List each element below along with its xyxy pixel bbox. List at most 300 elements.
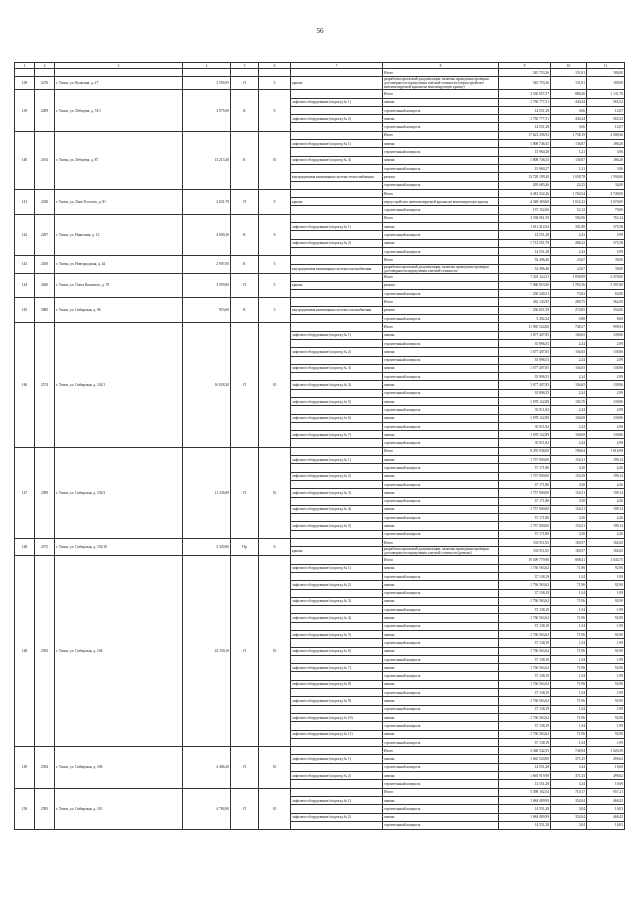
area-cell: 953,60 bbox=[183, 298, 231, 323]
cost-cell: 333 911,65 bbox=[499, 547, 551, 556]
unit-cost-cell: 1,54 bbox=[551, 722, 587, 730]
cost-cell: 15 960,28 bbox=[499, 148, 551, 156]
unit-cost-cell: 52,12 bbox=[551, 206, 587, 214]
work-kind-cell: замена bbox=[383, 331, 499, 339]
capital-repair-table bbox=[14, 62, 625, 830]
work-kind-cell: строительный контроль bbox=[383, 123, 499, 131]
table-row bbox=[15, 131, 625, 139]
cost-cell: 4 348 369,60 bbox=[499, 198, 551, 206]
column-number: 10 bbox=[551, 63, 587, 69]
work-kind-cell: Итого bbox=[383, 256, 499, 264]
unit-cost-cell: 71,96 bbox=[551, 581, 587, 589]
cost-cell: 1 677 407,85 bbox=[499, 331, 551, 339]
work-type-cell: лифтовое оборудование (подъезд № 11) bbox=[291, 730, 383, 738]
unit-cost-cell: 1,54 bbox=[551, 606, 587, 614]
work-kind-cell: замена bbox=[383, 564, 499, 572]
work-type-cell: лифтовое оборудование (подъезд № 2) bbox=[291, 472, 383, 480]
floors-cell: 5 bbox=[259, 77, 291, 90]
floors-cell bbox=[259, 69, 291, 77]
limit-cost-cell: 139,86 bbox=[587, 397, 625, 405]
limit-cost-cell: 180,00 bbox=[587, 69, 625, 77]
cost-cell: 37 138,19 bbox=[499, 622, 551, 630]
work-type-cell bbox=[291, 256, 383, 264]
limit-cost-cell: 362,00 bbox=[587, 298, 625, 306]
unit-cost-cell: 1,54 bbox=[551, 655, 587, 663]
work-kind-cell: строительный контроль bbox=[383, 231, 499, 239]
unit-cost-cell: 71,96 bbox=[551, 697, 587, 705]
limit-cost-cell: 375,58 bbox=[587, 223, 625, 231]
wall-material-cell: П bbox=[231, 273, 259, 298]
work-type-cell: лифтовое оборудование (подъезд № 1) bbox=[291, 223, 383, 231]
limit-cost-cell: 139,86 bbox=[587, 364, 625, 372]
table-row bbox=[15, 556, 625, 564]
work-type-cell bbox=[291, 206, 383, 214]
limit-cost-cell: 199,14 bbox=[587, 472, 625, 480]
limit-cost-cell: 1,99 bbox=[587, 705, 625, 713]
limit-cost-cell: 180,00 bbox=[587, 77, 625, 90]
cost-cell: 14 551,28 bbox=[499, 247, 551, 255]
unit-cost-cell: 1 738,19 bbox=[551, 131, 587, 139]
cost-cell: 262 143,95 bbox=[499, 298, 551, 306]
cost-cell: 15 960,27 bbox=[499, 164, 551, 172]
cost-cell: 1 677 407,85 bbox=[499, 348, 551, 356]
work-kind-cell: замена bbox=[383, 431, 499, 439]
work-type-cell: крыша bbox=[291, 281, 383, 289]
work-kind-cell: Итого bbox=[383, 90, 499, 98]
cost-cell: 1 736 563,62 bbox=[499, 730, 551, 738]
cost-cell: 1 808 746,55 bbox=[499, 140, 551, 148]
wall-material-cell: П bbox=[231, 77, 259, 90]
cost-cell: 37 138,19 bbox=[499, 655, 551, 663]
work-kind-cell: Итого bbox=[383, 788, 499, 796]
work-kind-cell: замена bbox=[383, 472, 499, 480]
unit-cost-cell: 71,96 bbox=[551, 614, 587, 622]
limit-cost-cell: 1 016,99 bbox=[587, 447, 625, 455]
unit-cost-cell: 3,04 bbox=[551, 821, 587, 829]
work-type-cell bbox=[291, 622, 383, 630]
cost-cell: 1 736 563,62 bbox=[499, 614, 551, 622]
wall-material-cell: К bbox=[231, 256, 259, 273]
unit-cost-cell: 1 652,22 bbox=[551, 198, 587, 206]
work-type-cell: лифтовое оборудование (подъезд № 2) bbox=[291, 581, 383, 589]
unit-cost-cell: 73,63 bbox=[551, 290, 587, 298]
address-cell: г. Томск, ул. Лебедева, д. 87 bbox=[55, 131, 183, 189]
work-type-cell: лифтовое оборудование (подъезд № 3) bbox=[291, 597, 383, 605]
unit-cost-cell: 808,41 bbox=[551, 556, 587, 564]
table-row bbox=[15, 256, 625, 264]
limit-cost-cell: 10,69 bbox=[587, 763, 625, 771]
work-type-cell: внутридомовая инженерная система газоснабжения bbox=[291, 264, 383, 273]
cost-cell: 545 753,36 bbox=[499, 77, 551, 90]
unit-cost-cell: 151,81 bbox=[551, 69, 587, 77]
table-row bbox=[15, 90, 625, 98]
floors-cell: 10 bbox=[259, 747, 291, 788]
unit-cost-cell: 71,96 bbox=[551, 713, 587, 721]
column-number: 8 bbox=[383, 63, 499, 69]
limit-cost-cell: 1,99 bbox=[587, 738, 625, 746]
work-type-cell bbox=[291, 514, 383, 522]
cost-cell: 1 750 777,51 bbox=[499, 98, 551, 106]
unit-cost-cell: 788,04 bbox=[551, 447, 587, 455]
work-kind-cell: замена bbox=[383, 730, 499, 738]
cost-cell: 14 551,28 bbox=[499, 123, 551, 131]
cost-cell: 5 492,24 bbox=[499, 315, 551, 323]
work-kind-cell: замена bbox=[383, 489, 499, 497]
cost-cell: 14 551,28 bbox=[499, 821, 551, 829]
area-cell: 3 320,90 bbox=[183, 539, 231, 556]
area-cell: 24 150,10 bbox=[183, 556, 231, 747]
wall-material-cell: П bbox=[231, 189, 259, 214]
work-type-cell bbox=[291, 373, 383, 381]
work-kind-cell: Итого bbox=[383, 214, 499, 222]
work-kind-cell: замена bbox=[383, 98, 499, 106]
unit-cost-cell: 1,54 bbox=[551, 672, 587, 680]
table-row bbox=[15, 323, 625, 331]
column-number: 2 bbox=[35, 63, 55, 69]
work-kind-cell: ремонт bbox=[383, 173, 499, 181]
table-row bbox=[15, 447, 625, 455]
cost-cell: 1 677 407,85 bbox=[499, 364, 551, 372]
unit-cost-cell: 154,51 bbox=[551, 522, 587, 530]
address-cell: г. Томск, ул. Никитина, д. 12 bbox=[55, 214, 183, 255]
work-kind-cell: разработка проектной документации, включая проведение проверки достоверности определения сметной стоимости (ремонт) bbox=[383, 547, 499, 556]
limit-cost-cell: 3,96 bbox=[587, 148, 625, 156]
unit-cost-cell: 3,24 bbox=[551, 763, 587, 771]
limit-cost-cell: 1,99 bbox=[587, 606, 625, 614]
limit-cost-cell: 139,86 bbox=[587, 331, 625, 339]
unit-cost-cell: 71,96 bbox=[551, 564, 587, 572]
row-number-cell: 139 bbox=[15, 90, 35, 131]
work-type-cell: лифтовое оборудование (подъезд № 4) bbox=[291, 156, 383, 164]
row-number-cell: 138 bbox=[15, 77, 35, 90]
limit-cost-cell: 468,45 bbox=[587, 796, 625, 804]
limit-cost-cell: 3 470,00 bbox=[587, 273, 625, 281]
work-kind-cell: строительный контроль bbox=[383, 639, 499, 647]
page-number: 56 bbox=[316, 27, 324, 35]
work-kind-cell: Итого bbox=[383, 556, 499, 564]
limit-cost-cell: 10,03 bbox=[587, 805, 625, 813]
cost-cell: 92 496,40 bbox=[499, 256, 551, 264]
house-id-cell: 2595 bbox=[35, 788, 55, 829]
limit-cost-cell: 199,14 bbox=[587, 522, 625, 530]
work-type-cell: крыша bbox=[291, 77, 383, 90]
wall-material-cell: К bbox=[231, 214, 259, 255]
work-type-cell bbox=[291, 447, 383, 455]
cost-cell: 3 530 657,57 bbox=[499, 90, 551, 98]
limit-cost-cell: 2,99 bbox=[587, 339, 625, 347]
cost-cell: 3 398 102,54 bbox=[499, 788, 551, 796]
limit-cost-cell: 4,26 bbox=[587, 530, 625, 538]
cost-cell: 14 551,28 bbox=[499, 763, 551, 771]
cost-cell: 1 757 000,00 bbox=[499, 522, 551, 530]
work-kind-cell: строительный контроль bbox=[383, 589, 499, 597]
work-kind-cell: Итого bbox=[383, 273, 499, 281]
limit-cost-cell: 63,00 bbox=[587, 290, 625, 298]
work-type-cell: лифтовое оборудование (подъезд № 5) bbox=[291, 397, 383, 405]
work-type-cell bbox=[291, 189, 383, 197]
work-kind-cell: Итого bbox=[383, 323, 499, 331]
work-type-cell: лифтовое оборудование (подъезд № 7) bbox=[291, 664, 383, 672]
limit-cost-cell: 1,99 bbox=[587, 672, 625, 680]
limit-cost-cell: 2,99 bbox=[587, 356, 625, 364]
work-type-cell: лифтовое оборудование (подъезд № 4) bbox=[291, 505, 383, 513]
work-type-cell bbox=[291, 247, 383, 255]
work-kind-cell: замена bbox=[383, 614, 499, 622]
cost-cell: 1 665 520,00 bbox=[499, 755, 551, 763]
work-kind-cell: Итого bbox=[383, 747, 499, 755]
row-number-cell: 149 bbox=[15, 747, 35, 788]
area-cell: 13 215,40 bbox=[183, 131, 231, 189]
unit-cost-cell: 440,44 bbox=[551, 98, 587, 106]
cost-cell: 35 896,55 bbox=[499, 373, 551, 381]
cost-cell: 14 551,28 bbox=[499, 780, 551, 788]
cost-cell: 1 712 551,79 bbox=[499, 239, 551, 247]
limit-cost-cell: 2,99 bbox=[587, 373, 625, 381]
unit-cost-cell: 136,87 bbox=[551, 156, 587, 164]
wall-material-cell: К bbox=[231, 131, 259, 189]
work-kind-cell: замена bbox=[383, 522, 499, 530]
address-cell: г. Томск, ул. Лебедева, д. 74/1 bbox=[55, 90, 183, 131]
column-number: 7 bbox=[291, 63, 383, 69]
work-kind-cell: строительный контроль bbox=[383, 763, 499, 771]
limit-cost-cell: 499,62 bbox=[587, 772, 625, 780]
wall-material-cell: П bbox=[231, 556, 259, 747]
work-kind-cell: замена bbox=[383, 631, 499, 639]
work-type-cell: внутридомовая инженерная система газоснабжения bbox=[291, 306, 383, 314]
area-cell: 4 784,90 bbox=[183, 788, 231, 829]
cost-cell: 1 677 407,85 bbox=[499, 381, 551, 389]
limit-cost-cell: 375,58 bbox=[587, 239, 625, 247]
floors-cell: 5 bbox=[259, 273, 291, 298]
limit-cost-cell: 199,14 bbox=[587, 505, 625, 513]
work-type-cell bbox=[291, 290, 383, 298]
work-kind-cell: строительный контроль bbox=[383, 164, 499, 172]
work-kind-cell: строительный контроль bbox=[383, 514, 499, 522]
cost-cell: 11 995 524,60 bbox=[499, 323, 551, 331]
limit-cost-cell: 92,90 bbox=[587, 647, 625, 655]
unit-cost-cell: 2,24 bbox=[551, 422, 587, 430]
cost-cell: 13 728 199,20 bbox=[499, 173, 551, 181]
limit-cost-cell: 2,99 bbox=[587, 406, 625, 414]
house-id-cell: 2276 bbox=[35, 77, 55, 90]
work-kind-cell: строительный контроль bbox=[383, 356, 499, 364]
area-cell: 3 959,80 bbox=[183, 273, 231, 298]
cost-cell: 3 538 061,59 bbox=[499, 214, 551, 222]
unit-cost-cell: 2,24 bbox=[551, 373, 587, 381]
unit-cost-cell: 22,25 bbox=[551, 181, 587, 189]
work-type-cell bbox=[291, 148, 383, 156]
work-type-cell bbox=[291, 556, 383, 564]
table-row bbox=[15, 77, 625, 90]
unit-cost-cell: 748,37 bbox=[551, 323, 587, 331]
unit-cost-cell: 1 783,36 bbox=[551, 281, 587, 289]
cost-cell: 37 138,19 bbox=[499, 606, 551, 614]
house-id-cell: 2289 bbox=[35, 90, 55, 131]
unit-cost-cell: 136,87 bbox=[551, 140, 587, 148]
area-cell: 4 000,30 bbox=[183, 214, 231, 255]
work-type-cell bbox=[291, 788, 383, 796]
work-kind-cell: замена bbox=[383, 381, 499, 389]
limit-cost-cell: 92,90 bbox=[587, 631, 625, 639]
row-number-cell: 142 bbox=[15, 214, 35, 255]
floors-cell: 8 bbox=[259, 214, 291, 255]
work-kind-cell: замена bbox=[383, 597, 499, 605]
work-kind-cell: строительный контроль bbox=[383, 464, 499, 472]
work-type-cell: лифтовое оборудование (подъезд № 7) bbox=[291, 431, 383, 439]
work-kind-cell: замена bbox=[383, 680, 499, 688]
limit-cost-cell: 999,93 bbox=[587, 323, 625, 331]
cost-cell: 1 678 122,89 bbox=[499, 414, 551, 422]
unit-cost-cell: 3,30 bbox=[551, 514, 587, 522]
unit-cost-cell: 301,88 bbox=[551, 223, 587, 231]
column-number: 5 bbox=[231, 63, 259, 69]
unit-cost-cell: 154,31 bbox=[551, 456, 587, 464]
work-type-cell bbox=[291, 530, 383, 538]
limit-cost-cell: 565,52 bbox=[587, 98, 625, 106]
cost-cell: 1 757 000,00 bbox=[499, 456, 551, 464]
work-type-cell: лифтовое оборудование (подъезд № 5) bbox=[291, 631, 383, 639]
cost-cell: 35 911,82 bbox=[499, 439, 551, 447]
work-type-cell: лифтовое оборудование (подъезд № 1) bbox=[291, 564, 383, 572]
cost-cell: 1 678 122,89 bbox=[499, 397, 551, 405]
work-type-cell bbox=[291, 439, 383, 447]
limit-cost-cell: 5,99 bbox=[587, 231, 625, 239]
limit-cost-cell: 139,86 bbox=[587, 431, 625, 439]
work-kind-cell: замена bbox=[383, 772, 499, 780]
unit-cost-cell: 3,24 bbox=[551, 780, 587, 788]
work-kind-cell: строительный контроль bbox=[383, 738, 499, 746]
unit-cost-cell: 1,54 bbox=[551, 738, 587, 746]
work-kind-cell: строительный контроль bbox=[383, 148, 499, 156]
floors-cell: 10 bbox=[259, 788, 291, 829]
unit-cost-cell: 1,54 bbox=[551, 622, 587, 630]
cost-cell: 1 811 412,04 bbox=[499, 223, 551, 231]
house-id-cell: 3985 bbox=[35, 298, 55, 323]
work-kind-cell: ремонт bbox=[383, 281, 499, 289]
work-kind-cell: строительный контроль bbox=[383, 339, 499, 347]
work-type-cell bbox=[291, 655, 383, 663]
house-id-cell: 2574 bbox=[35, 323, 55, 447]
work-type-cell bbox=[291, 389, 383, 397]
table-row bbox=[15, 69, 625, 77]
work-kind-cell: строительный контроль bbox=[383, 439, 499, 447]
limit-cost-cell: 1,99 bbox=[587, 655, 625, 663]
house-id-cell: 2450 bbox=[35, 256, 55, 273]
work-kind-cell: замена bbox=[383, 796, 499, 804]
work-type-cell: лифтовое оборудование (подъезд № 6) bbox=[291, 647, 383, 655]
area-cell: 11 236,89 bbox=[183, 447, 231, 538]
table-row bbox=[15, 747, 625, 755]
cost-cell: 37 138,19 bbox=[499, 672, 551, 680]
unit-cost-cell: 1 704,54 bbox=[551, 189, 587, 197]
unit-cost-cell: 1,54 bbox=[551, 589, 587, 597]
work-kind-cell: замена bbox=[383, 456, 499, 464]
work-kind-cell: Итого bbox=[383, 131, 499, 139]
address-cell: г. Томск, ул. Сибирская, д. 108 bbox=[55, 747, 183, 788]
floors-cell: 10 bbox=[259, 556, 291, 747]
floors-cell: 10 bbox=[259, 323, 291, 447]
work-type-cell bbox=[291, 315, 383, 323]
address-cell: г. Томск, ул. Сибирская, д. 102/10 bbox=[55, 539, 183, 556]
wall-material-cell: Пр bbox=[231, 539, 259, 556]
limit-cost-cell: 92,90 bbox=[587, 713, 625, 721]
work-kind-cell: строительный контроль bbox=[383, 290, 499, 298]
work-type-cell bbox=[291, 123, 383, 131]
wall-material-cell: П bbox=[231, 447, 259, 538]
address-cell: г. Томск, ул. Сибирская, д. 104 bbox=[55, 556, 183, 747]
work-kind-cell: строительный контроль bbox=[383, 821, 499, 829]
wall-material-cell bbox=[231, 69, 259, 77]
cost-cell: 1 684 499,99 bbox=[499, 813, 551, 821]
cost-cell: 17 623 296,95 bbox=[499, 131, 551, 139]
cost-cell: 7 201 124,11 bbox=[499, 273, 551, 281]
unit-cost-cell: 1,21 bbox=[551, 164, 587, 172]
unit-cost-cell: 104,70 bbox=[551, 397, 587, 405]
work-kind-cell: строительный контроль bbox=[383, 655, 499, 663]
table-row bbox=[15, 788, 625, 796]
unit-cost-cell: 23,67 bbox=[551, 264, 587, 273]
work-kind-cell: замена bbox=[383, 813, 499, 821]
limit-cost-cell: 1,99 bbox=[587, 572, 625, 580]
floors-cell: 10 bbox=[259, 447, 291, 538]
limit-cost-cell: 4,26 bbox=[587, 480, 625, 488]
cost-cell: 1 736 563,62 bbox=[499, 581, 551, 589]
work-kind-cell: строительный контроль bbox=[383, 722, 499, 730]
cost-cell: 37 138,19 bbox=[499, 639, 551, 647]
cost-cell: 1 736 563,62 bbox=[499, 564, 551, 572]
unit-cost-cell: 1,54 bbox=[551, 689, 587, 697]
work-kind-cell: замена bbox=[383, 364, 499, 372]
work-kind-cell: строительный контроль bbox=[383, 247, 499, 255]
work-type-cell: лифтовое оборудование (подъезд № 1) bbox=[291, 98, 383, 106]
limit-cost-cell: 2,99 bbox=[587, 422, 625, 430]
table-row bbox=[15, 273, 625, 281]
unit-cost-cell: 1,54 bbox=[551, 572, 587, 580]
house-id-cell bbox=[35, 69, 55, 77]
cost-cell: 37 138,19 bbox=[499, 722, 551, 730]
unit-cost-cell: 23,67 bbox=[551, 256, 587, 264]
row-number-cell: 148 bbox=[15, 556, 35, 747]
cost-cell: 1 736 563,62 bbox=[499, 713, 551, 721]
house-id-cell: 2163 bbox=[35, 131, 55, 189]
house-id-cell: 2575 bbox=[35, 539, 55, 556]
limit-cost-cell: 1 043,75 bbox=[587, 556, 625, 564]
work-kind-cell: замена bbox=[383, 414, 499, 422]
cost-cell: 1 750 777,51 bbox=[499, 115, 551, 123]
limit-cost-cell: 8,00 bbox=[587, 315, 625, 323]
limit-cost-cell: 499,62 bbox=[587, 755, 625, 763]
work-type-cell: крыша bbox=[291, 547, 383, 556]
area-cell: 2 631,70 bbox=[183, 189, 231, 214]
limit-cost-cell: 92,90 bbox=[587, 730, 625, 738]
work-type-cell bbox=[291, 572, 383, 580]
unit-cost-cell: 748,94 bbox=[551, 747, 587, 755]
limit-cost-cell: 186,20 bbox=[587, 156, 625, 164]
limit-cost-cell: 565,52 bbox=[587, 115, 625, 123]
work-type-cell bbox=[291, 90, 383, 98]
unit-cost-cell: 71,96 bbox=[551, 647, 587, 655]
work-type-cell: лифтовое оборудование (подъезд № 9) bbox=[291, 697, 383, 705]
area-cell: 4 486,20 bbox=[183, 747, 231, 788]
limit-cost-cell: 4,26 bbox=[587, 514, 625, 522]
cost-cell: 52 496,40 bbox=[499, 264, 551, 273]
unit-cost-cell: 71,96 bbox=[551, 597, 587, 605]
unit-cost-cell: 274,85 bbox=[551, 306, 587, 314]
cost-cell: 37 138,19 bbox=[499, 738, 551, 746]
unit-cost-cell: 71,96 bbox=[551, 664, 587, 672]
work-type-cell: лифтовое оборудование (подъезд № 2) bbox=[291, 813, 383, 821]
work-type-cell bbox=[291, 747, 383, 755]
